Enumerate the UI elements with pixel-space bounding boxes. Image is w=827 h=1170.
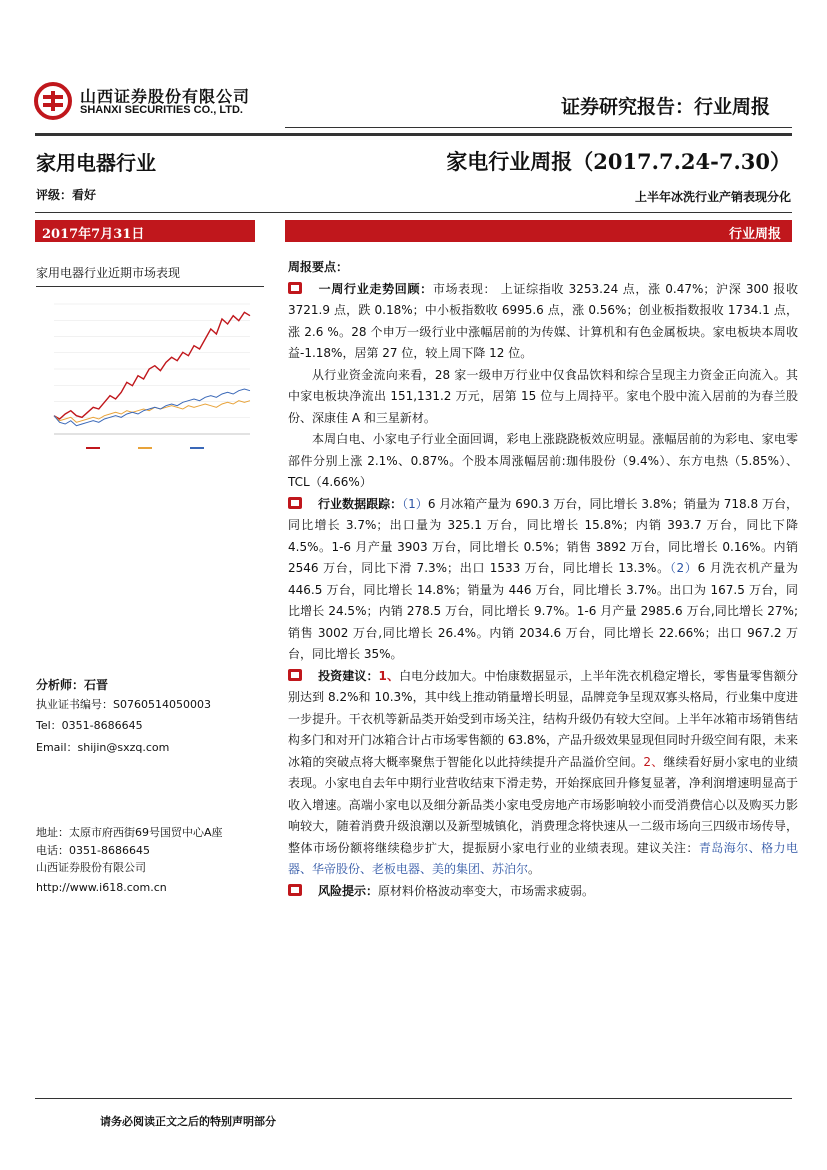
title-divider (35, 133, 792, 136)
report-subtitle: 上半年冰洗行业产销表现分化 (634, 190, 791, 204)
chart-series-line-1 (54, 312, 250, 419)
report-type: 证券研究报告：行业周报 (560, 96, 770, 118)
footer-divider (35, 1098, 792, 1099)
punctuation: 。 (528, 862, 541, 876)
report-date: 2017年7月31日 (42, 227, 145, 242)
section-market-review (288, 279, 798, 365)
rating: 评级：看好 (36, 188, 97, 202)
contact-phone: 电话：0351-8686645 (36, 844, 150, 857)
page-title: 家电行业周报（2017.7.24-7.30） (446, 149, 791, 174)
washer-data: 6 月洗衣机产量为 446.5 万台，同比增长 14.8%；销量为 446 万台，同比增长 3.7%。出口为 167.5 万台，同比增长 24.5%；内销 278.5 万台，同比增长 9.7%。1-6 月产量 2985.6 万台,同比增长 27%;销售 3002 万台,同比增长 26.4%。内销 2034.6 万台，同比增长 22.66%；出口 967.2 万台，同比增长 35%。 (288, 561, 798, 661)
section-keyword: 一周行业走势回顾： (318, 281, 433, 296)
item-number: （2） (669, 561, 698, 575)
contact-company: 山西证券股份有限公司 (36, 861, 146, 874)
bullet-icon (288, 667, 302, 679)
item-number: 2、 (643, 754, 664, 769)
market-performance-chart (36, 296, 258, 456)
section-keyword: 风险提示： (318, 883, 379, 898)
stock-picks: 青岛海尔、格力电器、华帝股份、老板电器、美的集团、苏泊尔 (288, 840, 798, 876)
company-name-en: SHANXI SECURITIES CO., LTD. (80, 104, 243, 116)
subsector-paragraph: 本周白电、小家电子行业全面回调，彩电上涨跷跷板效应明显。涨幅居前的为彩电、家电零部件分别上涨 2.1%、0.87%。个股本周涨幅居前:珈伟股份（9.4%）、东方电热（5.85%）、TCL（4.66%） (288, 432, 798, 489)
item-number: （1） (402, 496, 428, 511)
fridge-data: 6 月冰箱产量为 690.3 万台，同比增长 3.8%；销量为 718.8 万台，同比增长 3.7%；出口量为 325.1 万台，同比增长 15.8%；内销 393.7 万台，同比下降 4.5%。1-6 月产量 3903 万台，同比增长 0.5%；销售 3892 万台，同比增长 0.16%。内销 2546 万台，同比下滑 7.3%；出口 1533 万台，同比增长 13.3%。 (288, 496, 798, 575)
section-investment-advice (288, 666, 798, 881)
bullet-icon (288, 280, 302, 292)
contact-address: 地址：太原市府西街69号国贸中心A座 (36, 826, 223, 839)
section-keyword: 投资建议： (318, 668, 379, 683)
item-number: 1、 (378, 668, 400, 683)
small-appliance-advice: 继续看好厨小家电的业绩表现。小家电自去年中期行业营收结束下滑走势，开始探底回升修复显著，净利润增速明显高于收入增速。高端小家电以及细分新品类小家电受房地产市场影响较小而受消费信心以及购买力影响较大，随着消费升级浪潮以及新型城镇化，消费理念将快速从一二级市场向三四级市场传导，整体市场份额将继续稳步扩大，提振厨小家电行业的业绩表现。建议关注： (288, 754, 798, 855)
subtitle-divider (35, 212, 792, 213)
contact-website[interactable]: http://www.i618.com.cn (36, 881, 167, 894)
disclaimer-note: 请务必阅读正文之后的特别声明部分 (100, 1115, 276, 1128)
body-heading: 周报要点： (288, 260, 349, 274)
section-text: 市场表现： 上证综指收 3253.24 点，涨 0.47%；沪深 300 报收 3721.9 点，跌 0.18%；中小板指数收 6995.6 点，涨 0.56%；创业板指数报收 1734.1 点，涨 2.6 %。28 个申万一级行业中涨幅居前的为传媒、计算机和有色金属板块。家电板块本周收益-1.18%，居第 27 位，较上周下降 12 位。 (288, 281, 798, 360)
analyst-tel: Tel：0351-8686645 (36, 719, 143, 732)
report-tag: 行业周报 (728, 227, 781, 242)
tag-band (285, 220, 792, 242)
section-risk (288, 881, 798, 903)
bullet-icon (288, 882, 302, 894)
fund-flow-paragraph: 从行业资金流向来看，28 家一级申万行业中仅食品饮料和综合呈现主力资金正向流入。其中家电板块净流出 151,131.2 万元，居第 15 位与上周持平。家电个股中流入居前的为春兰股份、深康佳 A 和三星新材。 (288, 367, 798, 425)
company-logo (34, 82, 72, 120)
analyst-license: 执业证书编号：S0760514050003 (36, 698, 211, 711)
report-body (288, 257, 798, 902)
white-goods-advice: 白电分歧加大。中怡康数据显示，上半年洗衣机稳定增长，零售量零售额分别达到 8.2%和 10.3%，其中线上推动销量增长明显，品牌竞争呈现双寡头格局，行业集中度进一步提升。干衣机等新品类开始受到市场关注，结构升级仍有较大空间。上半年冰箱市场销售结构多门和对开门冰箱合计占市场零售额的 63.8%，产品升级效果显现但同时升级空间有限，未来冰箱的突破点将大概率聚焦于智能化以此持续提升产品溢价空间。 (288, 668, 798, 769)
chart-title: 家用电器行业近期市场表现 (36, 266, 181, 280)
chart-series-line-2 (54, 401, 250, 423)
section-keyword: 行业数据跟踪： (318, 496, 403, 511)
chart-title-underline (36, 286, 264, 287)
section-data-tracking (288, 494, 798, 666)
bullet-icon (288, 495, 302, 507)
industry-name: 家用电器行业 (36, 151, 156, 175)
analyst-email: Email：shijin@sxzq.com (36, 741, 170, 754)
section-text: 原材料价格波动率变大，市场需求疲弱。 (378, 883, 595, 898)
company-name-cn: 山西证券股份有限公司 (80, 87, 251, 106)
analyst-name: 分析师：石晋 (36, 678, 109, 692)
header-divider (285, 127, 792, 128)
